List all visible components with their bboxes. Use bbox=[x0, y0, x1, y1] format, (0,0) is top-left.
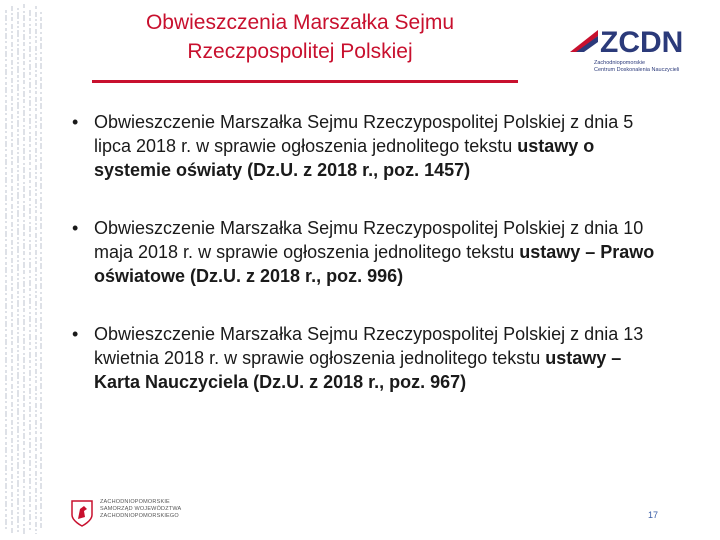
title-underline bbox=[92, 80, 518, 83]
bullet-icon: • bbox=[72, 324, 79, 344]
footer-line-2: SAMORZĄD WOJEWÓDZTWA bbox=[100, 506, 182, 512]
page-number: 17 bbox=[648, 510, 659, 520]
item-act-title: ustawy – Prawo oświatowe (Dz.U. z 2018 r., poz. 996) bbox=[94, 242, 655, 286]
footer-line-3: ZACHODNIOPOMORSKIEGO bbox=[100, 513, 179, 519]
item-act-title: ustawy – Karta Nauczyciela (Dz.U. z 2018 r., poz. 967) bbox=[94, 348, 622, 392]
logo-text: ZCDN bbox=[600, 26, 684, 59]
griffin-emblem-icon bbox=[70, 499, 94, 527]
list-item bbox=[72, 216, 672, 288]
list-item bbox=[72, 110, 672, 182]
item-text: Obwieszczenie Marszałka Sejmu Rzeczypospolitej Polskiej z dnia 13 kwietnia 2018 r. w sprawie ogłoszenia jednolitego tekstu bbox=[94, 324, 644, 368]
item-text: Obwieszczenie Marszałka Sejmu Rzeczypospolitej Polskiej z dnia 5 lipca 2018 r. w sprawie ogłoszenia jednolitego tekstu bbox=[94, 112, 634, 156]
decorative-handwriting-strip bbox=[0, 0, 46, 540]
item-act-title: ustawy o systemie oświaty (Dz.U. z 2018 r., poz. 1457) bbox=[94, 136, 595, 180]
bullet-icon: • bbox=[72, 218, 79, 238]
logo-subtitle-1: Zachodniopomorskie bbox=[594, 60, 646, 66]
list-item bbox=[72, 322, 672, 394]
bullet-icon: • bbox=[72, 112, 79, 132]
logo-subtitle-2: Centrum Doskonalenia Nauczycieli bbox=[594, 67, 680, 73]
footer-logo bbox=[70, 497, 200, 531]
page-title bbox=[100, 8, 500, 66]
zcdn-logo-mark-icon bbox=[570, 30, 598, 52]
title-line-1: Obwieszczenia Marszałka Sejmu bbox=[145, 11, 455, 34]
item-text: Obwieszczenie Marszałka Sejmu Rzeczypospolitej Polskiej z dnia 10 maja 2018 r. w sprawie ogłoszenia jednolitego tekstu bbox=[94, 218, 644, 262]
title-line-2: Rzeczpospolitej Polskiej bbox=[187, 40, 413, 63]
footer-logo-text bbox=[100, 499, 181, 520]
regulations-list bbox=[72, 110, 672, 428]
footer-line-1: ZACHODNIOPOMORSKIE bbox=[100, 499, 170, 505]
zcdn-logo bbox=[570, 28, 682, 74]
